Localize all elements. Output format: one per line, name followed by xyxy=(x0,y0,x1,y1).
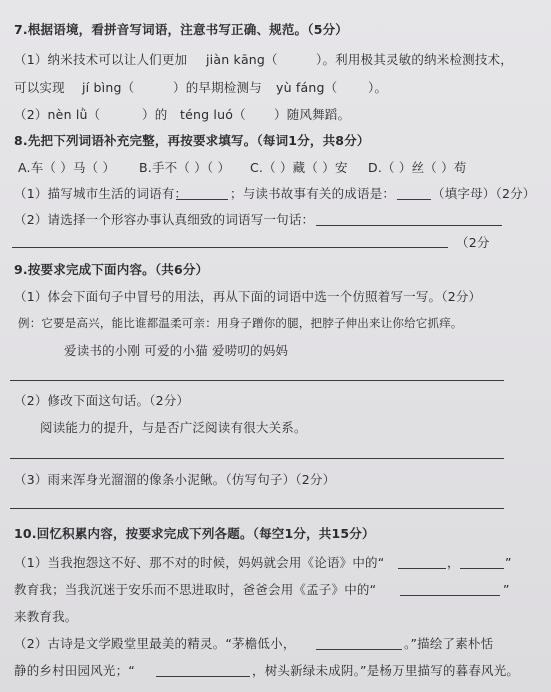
q8-part2-blank2[interactable] xyxy=(12,247,448,248)
q10-part2-mid: 。”描绘了素朴恬 xyxy=(404,636,494,651)
q10-part2-blank1[interactable] xyxy=(316,649,402,650)
q7-pinyin-tengluo: téng luó（ xyxy=(180,107,246,122)
q8-part1-tail: （填字母）（2分） xyxy=(432,186,536,201)
q8-part1-blank1[interactable] xyxy=(176,199,228,200)
q10-part1-quote-end2: ” xyxy=(503,582,510,597)
q9-part3-text: （3）雨来浑身光溜溜的像条小泥鳅。（仿写句子）（2分） xyxy=(14,472,336,487)
q9-title: 9.按要求完成下面内容。（共6分） xyxy=(14,262,209,277)
q10-part1-text: （1）当我抱怨这不好、那不对的时候，妈妈就会用《论语》中的“ xyxy=(14,555,385,570)
q7-pinyin-jibing: jí bìng（ xyxy=(82,80,135,95)
q8-option-b: B.手不（ ）（ ） xyxy=(139,160,231,175)
q7-pinyin-jiankang: jiàn kāng（ xyxy=(206,52,278,67)
q8-title: 8.先把下列词语补充完整，再按要求填写。（每词1分，共8分） xyxy=(14,133,370,148)
q10-part2-text: （2）古诗是文学殿堂里最美的精灵。“茅檐低小， xyxy=(14,636,296,651)
q7-line3-tail: ）随风舞蹈。 xyxy=(274,107,351,122)
q7-line2-text: 可以实现 xyxy=(14,80,65,95)
q7-line1-text: （1）纳米技术可以让人们更加 xyxy=(14,52,188,67)
q9-part2-answer-line[interactable] xyxy=(10,458,504,459)
q7-line1-tail: ）。利用极其灵敏的纳米检测技术， xyxy=(316,52,513,67)
q7-title: 7.根据语境，看拼音写词语，注意书写正确、规范。（5分） xyxy=(14,22,348,37)
q10-part2-blank2[interactable] xyxy=(156,676,250,677)
q10-part1-blank1[interactable] xyxy=(398,568,446,569)
q10-part1-quote-end: ” xyxy=(505,555,512,570)
q9-part2-text: （2）修改下面这句话。（2分） xyxy=(14,393,190,408)
q8-option-d: D.（ ）丝（ ）苟 xyxy=(368,160,467,175)
q8-option-a: A.车（ ）马（ ） xyxy=(18,160,116,175)
q10-part2-tail: ，树头新绿未成阴。”是杨万里描写的暮春风光。 xyxy=(252,663,520,678)
q9-word-choices: 爱读书的小刚 可爱的小猫 爱唠叨的妈妈 xyxy=(64,343,289,358)
q8-option-c: C.（ ）藏（ ）安 xyxy=(250,160,348,175)
q7-line3-mid: ）的 xyxy=(142,107,168,122)
q10-part2-line2: 静的乡村田园风光；“ xyxy=(14,663,135,678)
q7-line2-mid: ）的早期检测与 xyxy=(173,80,262,95)
q7-pinyin-nenlv: （2）nèn lǜ（ xyxy=(14,107,101,122)
q7-line2-tail: ）。 xyxy=(368,80,388,95)
q8-part1-blank2[interactable] xyxy=(397,199,431,200)
q8-part2-score: （2分 xyxy=(456,235,490,250)
q8-part1-mid: ；与读书故事有关的成语是： xyxy=(230,186,396,201)
q8-part2-blank1[interactable] xyxy=(316,225,502,226)
q10-part1-blank2[interactable] xyxy=(460,568,504,569)
q8-part2-text: （2）请选择一个形容办事认真细致的词语写一句话： xyxy=(14,212,315,227)
q9-part3-answer-line[interactable] xyxy=(10,508,504,509)
q7-pinyin-yufang: yù fáng（ xyxy=(276,80,338,95)
q9-part1-answer-line[interactable] xyxy=(10,380,504,381)
q10-part1-line2: 教育我；当我沉迷于安乐而不思进取时，爸爸会用《孟子》中的“ xyxy=(14,582,377,597)
q10-part1-blank3[interactable] xyxy=(400,595,500,596)
q9-sentence-to-fix: 阅读能力的提升，与是否广泛阅读有很大关系。 xyxy=(40,420,307,435)
q9-example: 例：它要是高兴，能比谁都温柔可亲：用身子蹭你的腿，把脖子伸出来让你给它抓痒。 xyxy=(18,316,463,330)
q10-part1-comma: ， xyxy=(447,555,460,570)
q10-title: 10.回忆积累内容，按要求完成下列各题。（每空1分，共15分） xyxy=(14,526,375,541)
q10-part1-line3: 来教育我。 xyxy=(14,609,78,624)
q8-part1-text: （1）描写城市生活的词语有： xyxy=(14,186,188,201)
q9-part1-text: （1）体会下面句子中冒号的用法，再从下面的词语中选一个仿照着写一写。（2分） xyxy=(14,289,482,304)
